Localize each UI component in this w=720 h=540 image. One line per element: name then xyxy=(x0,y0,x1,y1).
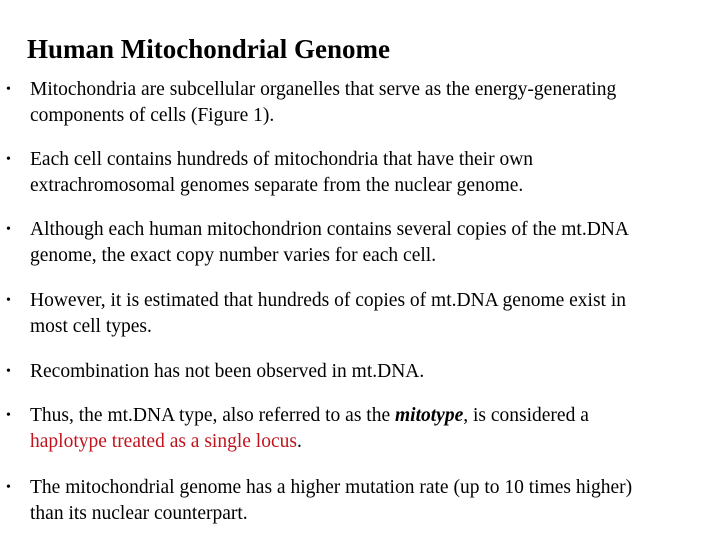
bullet-marker: • xyxy=(6,152,11,167)
bullet-marker: • xyxy=(6,82,11,97)
bullet-text-segment: , is considered a xyxy=(463,405,589,426)
bullet-marker: • xyxy=(6,480,11,495)
bullet-item xyxy=(6,288,715,340)
bullet-item xyxy=(6,147,715,199)
mitotype-term: mitotype xyxy=(395,405,464,426)
slide-title: Human Mitochondrial Genome xyxy=(27,34,390,64)
bullet-line: However, it is estimated that hundreds of copies of mt.DNA genome exist in xyxy=(30,290,627,311)
bullet-line xyxy=(30,429,715,455)
bullet-text-segment: . xyxy=(296,431,302,452)
bullet-line xyxy=(30,403,715,429)
bullet-text-segment: Thus, the mt.DNA type, also referred to as the xyxy=(30,405,395,426)
bullet-marker: • xyxy=(6,364,11,379)
bullet-item xyxy=(6,217,715,269)
bullet-item xyxy=(6,403,715,455)
bullet-line: Mitochondria are subcellular organelles that serve as the energy-generating xyxy=(30,79,617,100)
bullet-line: extrachromosomal genomes separate from the nuclear genome. xyxy=(30,175,524,196)
bullet-item xyxy=(6,359,715,385)
bullet-line: Although each human mitochondrion contains several copies of the mt.DNA xyxy=(30,219,629,240)
haplotype-highlight: haplotype treated as a single locus xyxy=(30,431,297,452)
bullet-marker: • xyxy=(6,293,11,308)
bullet-line: genome, the exact copy number varies for each cell. xyxy=(30,245,437,266)
bullet-marker: • xyxy=(6,408,11,423)
bullet-line: Recombination has not been observed in mt.DNA. xyxy=(30,361,425,382)
bullet-line: most cell types. xyxy=(30,316,152,337)
bullet-line: components of cells (Figure 1). xyxy=(30,105,275,126)
bullet-line: The mitochondrial genome has a higher mutation rate (up to 10 times higher) xyxy=(30,477,633,498)
bullet-line: than its nuclear counterpart. xyxy=(30,503,248,524)
bullet-line: Each cell contains hundreds of mitochondria that have their own xyxy=(30,149,534,170)
bullet-item xyxy=(6,77,715,129)
bullet-item xyxy=(6,475,715,527)
bullet-marker: • xyxy=(6,222,11,237)
